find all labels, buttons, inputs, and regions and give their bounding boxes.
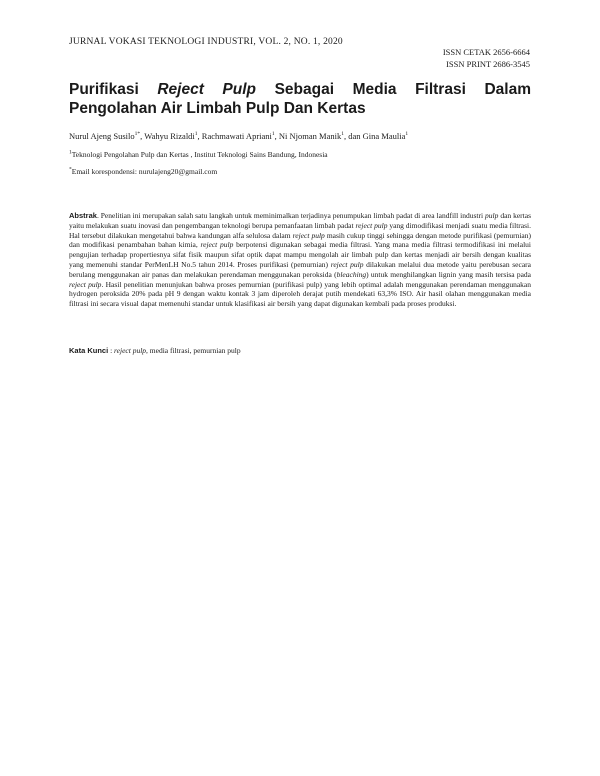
- correspondence-email: [69, 167, 217, 176]
- affiliation-mark: 1: [69, 149, 72, 156]
- title-part-2: Sebagai Media Filtrasi Dalam Pengolahan Air Limbah Pulp Dan Kertas: [69, 81, 531, 117]
- affiliation: [69, 150, 328, 159]
- abstract-term: bleaching: [336, 269, 367, 279]
- issn-block: [443, 46, 530, 70]
- author-name: , Ni Njoman Manik: [274, 131, 342, 141]
- issn-print: ISSN PRINT 2686-3545: [446, 59, 530, 69]
- keywords-separator: :: [108, 346, 115, 355]
- author-name: , Wahyu Rizaldi: [140, 131, 195, 141]
- abstract-text: ) untuk menghilangkan lignin yang masih tersisa pada: [366, 269, 531, 279]
- keywords-rest: , media filtrasi, pemurnian pulp: [146, 346, 241, 355]
- abstract-term: reject pulp: [330, 259, 364, 269]
- abstract-term: pulp: [485, 211, 499, 220]
- abstract-text: berpotensi digunakan sebagai media filtrasi. Yang mana media filtrasi termodifikasi ini melalui pengujian terhadap propertiesnya sifat fisik maupun sifat optik dapat mampu mengolah air limbah pulp dan kertas menjadi air bersih dengan kualitas yang memenuhi standar PerMenLH No.5 tahun 2014. Proses purifikasi (pemurnian): [69, 240, 531, 269]
- author-list: [69, 131, 408, 141]
- journal-header: JURNAL VOKASI TEKNOLOGI INDUSTRI, VOL. 2, NO. 1, 2020: [69, 37, 343, 47]
- abstract-text: . Hasil penelitian menunjukan bahwa proses pemurnian (purifikasi pulp) yang lebih optimal adalah menggunakan perendaman menggunakan hydrogen peroksida 20% pada pH 9 dengan waktu kontak 3 jam diperoleh derajat putih mendekati 63,3% ISO. Air hasil olahan menggunakan media filtrasi ini secara visual dapat memenuhi standar untuk klasifikasi air bersih yang dapat digunakan kembali pada proses produksi.: [69, 279, 531, 309]
- abstract: [69, 211, 531, 309]
- abstract-text: . Penelitian ini merupakan salah satu langkah untuk meminimalkan terjadinya penumpukan limbah padat di area landfill industri: [96, 211, 486, 220]
- author-affil-mark: 1: [271, 131, 275, 138]
- keywords-label: Kata Kunci: [69, 346, 109, 355]
- title-italic: Reject Pulp: [157, 81, 257, 98]
- abstract-term: reject pulp: [355, 220, 388, 230]
- issn-cetak: ISSN CETAK 2656-6664: [442, 47, 530, 57]
- email-mark: *: [69, 166, 72, 173]
- author-affil-mark: 1*: [134, 131, 141, 138]
- author-affil-mark: 1: [341, 131, 344, 138]
- keyword-italic: reject pulp: [114, 346, 147, 355]
- paper-title: [69, 80, 531, 118]
- abstract-text: yang dimodifikasi menjadi suatu media filtrasi. Hal tersebut dilakukan mengetahui bahwa kandungan alfa selulosa dalam: [69, 220, 531, 240]
- email-text: Email korespondensi: nurulajeng20@gmail.com: [71, 167, 218, 176]
- affiliation-text: Teknologi Pengolahan Pulp dan Kertas , Institut Teknologi Sains Bandung, Indonesia: [71, 150, 328, 159]
- abstract-term: reject pulp: [292, 230, 325, 240]
- abstract-term: reject pulp: [200, 240, 234, 250]
- title-part-1: Purifikasi: [69, 81, 158, 98]
- author-name: , dan Gina Maulia: [343, 131, 406, 141]
- abstract-text: dilakukan melalui dua metode yaitu perebusan secara berulang menggunakan air panas dan melakukan perendaman menggunakan peroksida (: [69, 259, 531, 279]
- abstract-text: masih cukup tinggi sehingga dengan metode purifikasi (pemurnian) dan modifikasi penambahan bahan kimia,: [69, 230, 531, 250]
- author-affil-mark: 1: [405, 131, 409, 138]
- abstract-label: Abstrak: [69, 211, 97, 220]
- keywords: [69, 346, 241, 355]
- author-affil-mark: 1: [194, 131, 198, 138]
- abstract-term: reject pulp: [69, 279, 102, 289]
- abstract-text: dan kertas yaitu melakukan suatu inovasi dan pengembangan teknologi berupa pemanfaatan limbah padat: [69, 211, 531, 230]
- author-name: , Rachmawati Apriani: [197, 131, 272, 141]
- author-name: Nurul Ajeng Susilo: [69, 131, 135, 141]
